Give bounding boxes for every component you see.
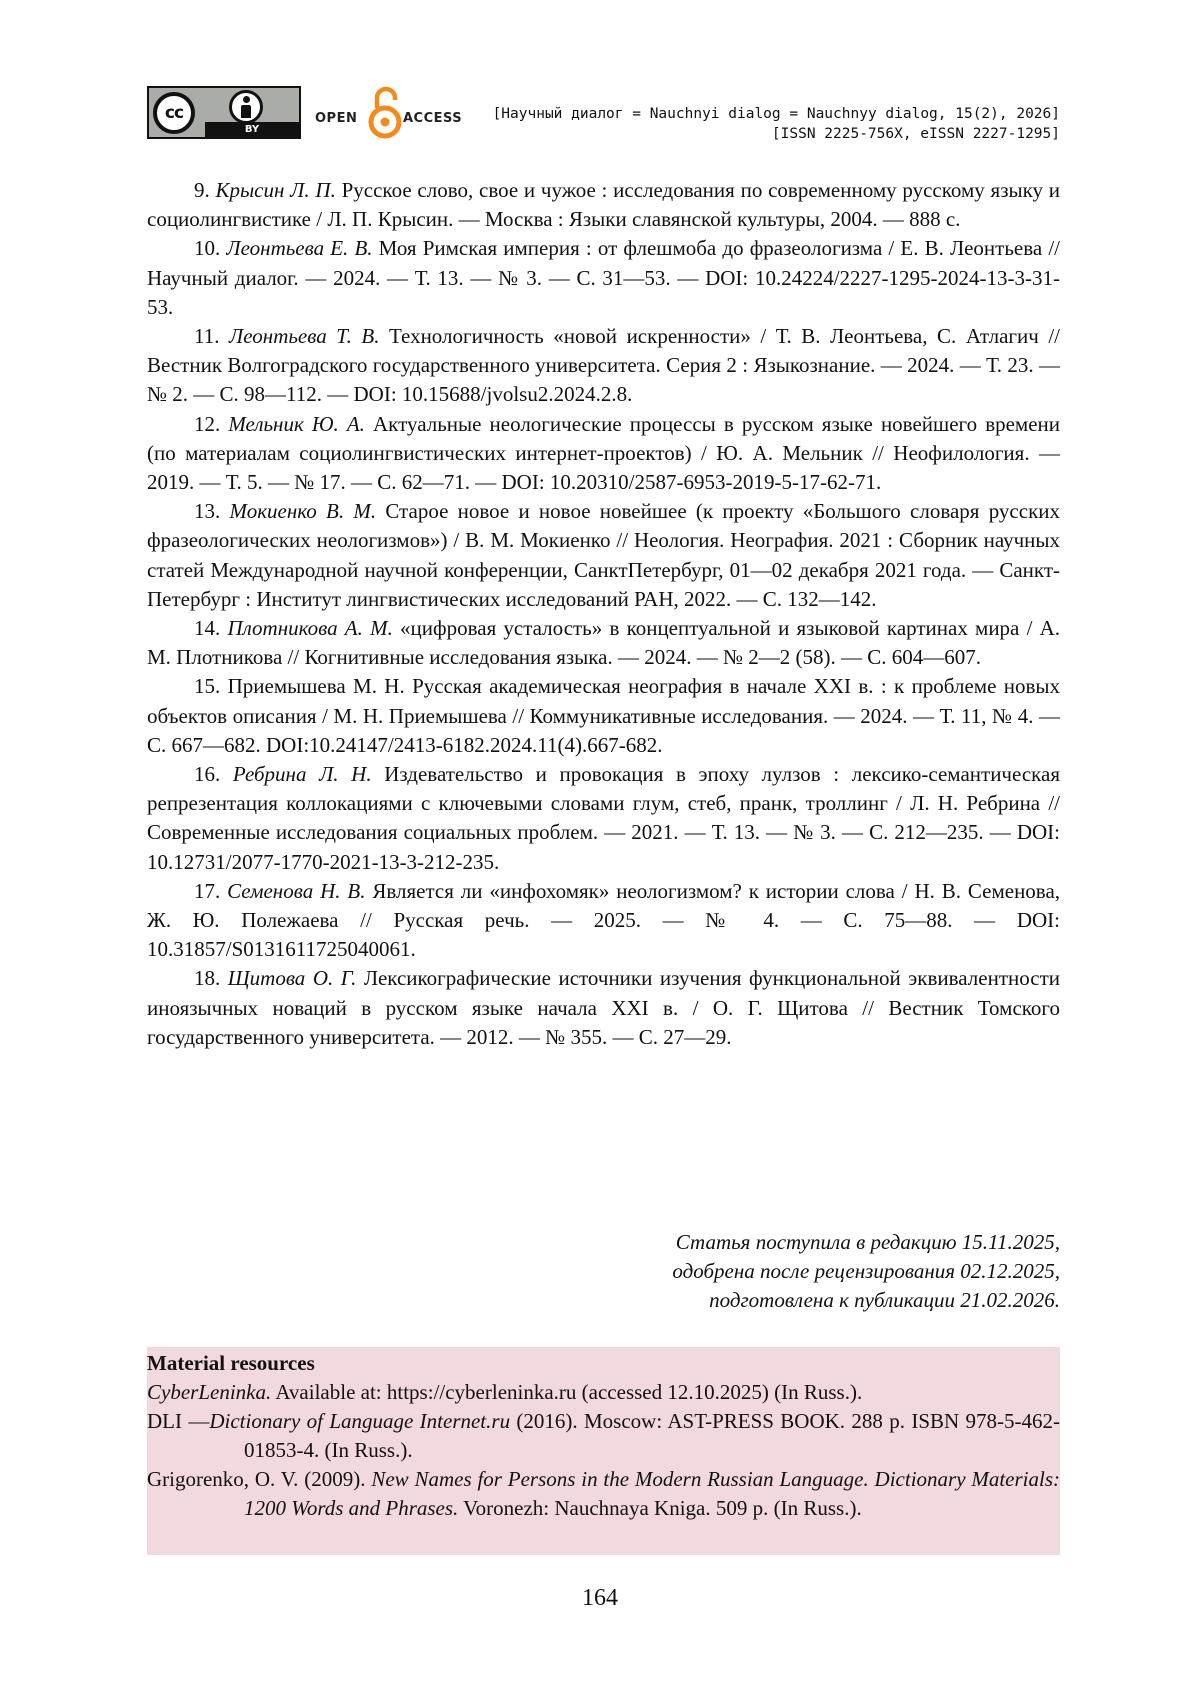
material-entry: Grigorenko, O. V. (2009). New Names for Persons in the Modern Russian Language. Dictionary Materials: 1200 Words and Phrases. Voronezh: Nauchnaya Kniga. 509 p. (In Russ.).	[147, 1467, 1061, 1520]
reference-item: 10. Леонтьева Е. В. Моя Римская империя : от флешмоба до фразеологизма / Е. В. Леонтьева // Научный диалог. — 2024. — Т. 13. — № 3. — С. 31—53. — DOI: 10.24224/2227-1295-2024-13-3-31-53.	[147, 236, 1060, 319]
open-access-logo	[315, 86, 465, 142]
reference-item: 13. Мокиенко В. М. Старое новое и новое новейшее (к проекту «Большого словаря русских фразеологических неологизмов») / В. М. Мокиенко // Неология. Неография. 2021 : Сборник научных статей Международной научной конференции, СанктПетербург, 01—02 декабря 2021 года. — Санкт-Петербург : Институт лингвистических исследований РАН, 2022. — С. 132—142.	[147, 499, 1061, 611]
material-entry: DLI —Dictionary of Language Internet.ru (2016). Moscow: AST-PRESS BOOK. 288 p. ISBN 978-5-462-01853-4. (In Russ.).	[147, 1409, 1060, 1462]
received-date: Статья поступила в редакцию 15.11.2025,	[675, 1230, 1060, 1254]
material-resources-box	[147, 1347, 1060, 1555]
reference-list	[147, 176, 1060, 1052]
open-access-right-text: ACCESS	[403, 111, 463, 126]
page-header	[147, 86, 1060, 142]
approved-date: одобрена после рецензирования 02.12.2025,	[672, 1259, 1060, 1283]
article-dates	[500, 1228, 1060, 1315]
page-number: 164	[582, 1585, 618, 1611]
prepared-date: подготовлена к публикации 21.02.2026.	[709, 1288, 1060, 1312]
reference-item: 12. Мельник Ю. А. Актуальные неологические процессы в русском языке новейшего времени (по материалам социолингвистических интернет-проектов) / Ю. А. Мельник // Неофилология. — 2019. — Т. 5. — № 17. — С. 62—71. — DOI: 10.20310/2587-6953-2019-5-17-62-71.	[147, 411, 1061, 495]
reference-item: 18. Щитова О. Г. Лексикографические источники изучения функциональной эквивалентности иноязычных новаций в русском языке начала XXI в. / О. Г. Щитова // Вестник Томского государственного университета. — 2012. — № 355. — С. 27—29.	[147, 966, 1061, 1049]
attribution-person-icon	[229, 90, 263, 124]
reference-item: 15. Приемышева М. Н. Русская академическая неография в начале XXI в. : к проблеме новых объектов описания / М. Н. Приемышева // Коммуникативные исследования. — 2024. — Т. 11, № 4. — С. 667—682. DOI:10.24147/2413-6182.2024.11(4).667-682.	[147, 674, 1060, 757]
cc-icon	[153, 92, 195, 134]
reference-item: 16. Ребрина Л. Н. Издевательство и провокация в эпоху лулзов : лексико-семантическая репрезентация коллокациями с ключевыми словами глум, стеб, пранк, троллинг / Л. Н. Ребрина // Современные исследования социальных проблем. — 2021. — Т. 13. — № 3. — С. 212—235. — DOI: 10.12731/2077-1770-2021-13-3-212-235.	[147, 762, 1061, 874]
reference-item: 11. Леонтьева Т. В. Технологичность «новой искренности» / Т. В. Леонтьева, С. Атлагич // Вестник Волгоградского государственного университета. Серия 2 : Языкознание. — 2024. — Т. 23. — № 2. — С. 98—112. — DOI: 10.15688/jvolsu2.2024.2.8.	[147, 324, 1061, 407]
journal-line-2: [ISSN 2225-756X, eISSN 2227-1295]	[771, 126, 1060, 142]
journal-citation	[493, 104, 1060, 144]
material-resources-heading: Material resources	[147, 1351, 315, 1375]
journal-line-1: [Научный диалог = Nauchnyi dialog = Nauchnyy dialog, 15(2), 2026]	[492, 106, 1060, 122]
open-lock-icon	[365, 86, 405, 142]
open-access-left-text: OPEN	[315, 111, 358, 126]
material-entry: CyberLeninka. Available at: https://cyberleninka.ru (accessed 12.10.2025) (In Russ.).	[147, 1380, 863, 1404]
cc-label: cc	[164, 103, 184, 123]
by-label: BY	[205, 122, 299, 137]
reference-item: 14. Плотникова А. М. «цифровая усталость» в концептуальной и языковой картинах мира / А. М. Плотникова // Когнитивные исследования языка. — 2024. — № 2—2 (58). — С. 604—607.	[147, 616, 1061, 670]
cc-by-license-badge[interactable]	[147, 86, 301, 139]
reference-item: 17. Семенова Н. В. Является ли «инфохомяк» неологизмом? к истории слова / Н. В. Семенова, Ж. Ю. Полежаева // Русская речь. — 2025. — № 4. — С. 75—88. — DOI: 10.31857/S0131611725040061.	[147, 878, 1061, 962]
reference-item: 9. Крысин Л. П. Русское слово, свое и чужое : исследования по современному русскому языку и социолингвистике / Л. П. Крысин. — Москва : Языки славянской культуры, 2004. — 888 с.	[147, 178, 1061, 232]
